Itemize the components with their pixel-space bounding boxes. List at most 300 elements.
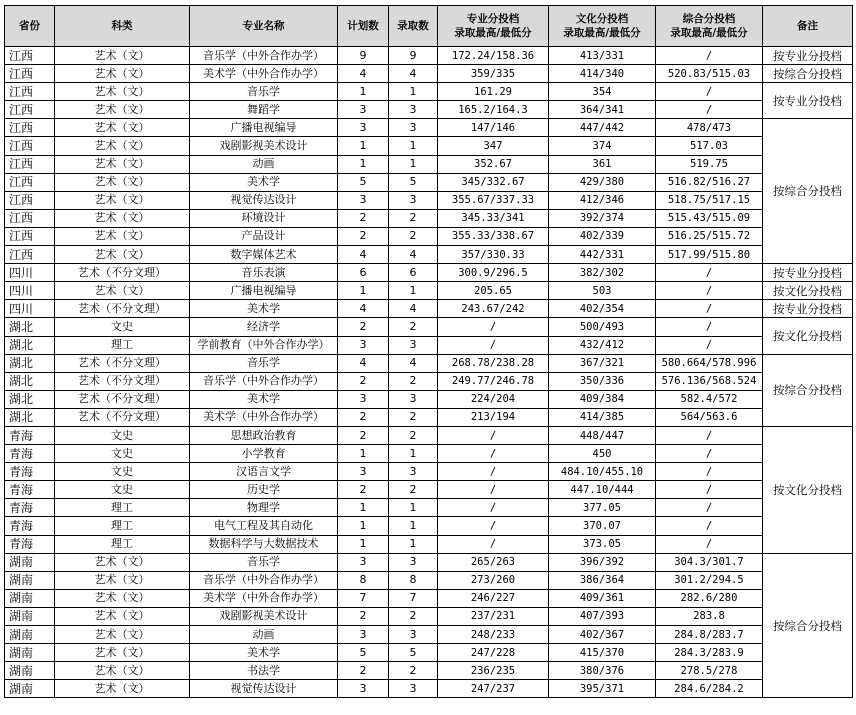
major-score-cell: /: [438, 336, 549, 354]
major-cell: 动画: [190, 626, 338, 644]
major-cell: 美术学（中外合作办学）: [190, 65, 338, 83]
table-row: [5, 626, 853, 644]
header-major-score-label: 专业分投档: [466, 13, 520, 25]
composite-score-cell: /: [656, 336, 763, 354]
culture-score-cell: 396/392: [549, 553, 656, 571]
composite-score-cell: 517.99/515.80: [656, 246, 763, 264]
province-cell: 四川: [5, 264, 55, 282]
major-cell: 产品设计: [190, 227, 338, 245]
category-cell: 艺术（文）: [55, 680, 190, 698]
plan-count-cell: 2: [338, 662, 389, 680]
composite-score-cell: /: [656, 83, 763, 101]
plan-count-cell: 1: [338, 83, 389, 101]
composite-score-cell: 304.3/301.7: [656, 553, 763, 571]
header-row: [5, 6, 853, 47]
category-cell: 文史: [55, 426, 190, 444]
composite-score-cell: /: [656, 517, 763, 535]
composite-score-cell: 282.6/280: [656, 589, 763, 607]
admitted-count-cell: 1: [389, 499, 438, 517]
composite-score-cell: 519.75: [656, 155, 763, 173]
composite-score-cell: /: [656, 318, 763, 336]
plan-count-cell: 3: [338, 553, 389, 571]
header-remark-label: 备注: [797, 20, 818, 32]
province-cell: 青海: [5, 517, 55, 535]
major-score-cell: 357/330.33: [438, 246, 549, 264]
plan-count-cell: 2: [338, 607, 389, 625]
major-score-cell: 243.67/242: [438, 300, 549, 318]
major-score-cell: 345.33/341: [438, 209, 549, 227]
admitted-count-cell: 5: [389, 173, 438, 191]
major-cell: 汉语言文学: [190, 463, 338, 481]
major-score-cell: 147/146: [438, 119, 549, 137]
plan-count-cell: 8: [338, 571, 389, 589]
culture-score-cell: 484.10/455.10: [549, 463, 656, 481]
culture-score-cell: 429/380: [549, 173, 656, 191]
table-row: [5, 83, 853, 101]
province-cell: 湖北: [5, 390, 55, 408]
composite-score-cell: /: [656, 264, 763, 282]
plan-count-cell: 4: [338, 354, 389, 372]
admitted-count-cell: 4: [389, 246, 438, 264]
province-cell: 四川: [5, 300, 55, 318]
province-cell: 湖南: [5, 662, 55, 680]
major-score-cell: 347: [438, 137, 549, 155]
composite-score-cell: /: [656, 445, 763, 463]
culture-score-cell: 448/447: [549, 426, 656, 444]
major-cell: 小学教育: [190, 445, 338, 463]
province-cell: 青海: [5, 426, 55, 444]
admitted-count-cell: 1: [389, 535, 438, 553]
major-cell: 历史学: [190, 481, 338, 499]
table-row: [5, 662, 853, 680]
table-row: [5, 644, 853, 662]
table-row: [5, 191, 853, 209]
admitted-count-cell: 3: [389, 191, 438, 209]
category-cell: 艺术（不分文理）: [55, 372, 190, 390]
culture-score-cell: 382/302: [549, 264, 656, 282]
admission-table: [4, 5, 853, 698]
culture-score-cell: 380/376: [549, 662, 656, 680]
major-cell: 书法学: [190, 662, 338, 680]
major-cell: 戏剧影视美术设计: [190, 607, 338, 625]
major-cell: 美术学（中外合作办学）: [190, 589, 338, 607]
plan-count-cell: 3: [338, 119, 389, 137]
province-cell: 湖北: [5, 336, 55, 354]
category-cell: 艺术（文）: [55, 553, 190, 571]
table-row: [5, 318, 853, 336]
composite-score-cell: 283.8: [656, 607, 763, 625]
major-score-cell: /: [438, 499, 549, 517]
plan-count-cell: 3: [338, 626, 389, 644]
plan-count-cell: 3: [338, 463, 389, 481]
major-cell: 音乐学: [190, 553, 338, 571]
culture-score-cell: 361: [549, 155, 656, 173]
table-row: [5, 354, 853, 372]
category-cell: 艺术（文）: [55, 644, 190, 662]
composite-score-cell: 564/563.6: [656, 408, 763, 426]
major-cell: 美术学（中外合作办学）: [190, 408, 338, 426]
composite-score-cell: 520.83/515.03: [656, 65, 763, 83]
table-row: [5, 445, 853, 463]
culture-score-cell: 415/370: [549, 644, 656, 662]
culture-score-cell: 354: [549, 83, 656, 101]
table-row: [5, 264, 853, 282]
table-row: [5, 481, 853, 499]
admitted-count-cell: 3: [389, 680, 438, 698]
plan-count-cell: 3: [338, 390, 389, 408]
major-cell: 视觉传达设计: [190, 680, 338, 698]
major-score-cell: 247/237: [438, 680, 549, 698]
plan-count-cell: 4: [338, 65, 389, 83]
province-cell: 江西: [5, 137, 55, 155]
plan-count-cell: 5: [338, 644, 389, 662]
province-cell: 湖南: [5, 644, 55, 662]
major-score-cell: 247/228: [438, 644, 549, 662]
header-major-score: [438, 6, 549, 47]
table-row: [5, 553, 853, 571]
table-row: [5, 426, 853, 444]
culture-score-cell: 414/340: [549, 65, 656, 83]
major-score-cell: 172.24/158.36: [438, 47, 549, 65]
major-cell: 美术学: [190, 173, 338, 191]
culture-score-cell: 447/442: [549, 119, 656, 137]
admitted-count-cell: 8: [389, 571, 438, 589]
plan-count-cell: 2: [338, 481, 389, 499]
plan-count-cell: 4: [338, 246, 389, 264]
composite-score-cell: 517.03: [656, 137, 763, 155]
remark-cell: 按专业分投档: [763, 300, 853, 318]
major-score-cell: 246/227: [438, 589, 549, 607]
culture-score-cell: 432/412: [549, 336, 656, 354]
admitted-count-cell: 1: [389, 155, 438, 173]
major-cell: 学前教育（中外合作办学）: [190, 336, 338, 354]
plan-count-cell: 2: [338, 227, 389, 245]
culture-score-cell: 409/361: [549, 589, 656, 607]
province-cell: 青海: [5, 445, 55, 463]
province-cell: 江西: [5, 191, 55, 209]
culture-score-cell: 500/493: [549, 318, 656, 336]
category-cell: 艺术（文）: [55, 65, 190, 83]
composite-score-cell: /: [656, 282, 763, 300]
major-score-cell: /: [438, 535, 549, 553]
plan-count-cell: 6: [338, 264, 389, 282]
major-cell: 经济学: [190, 318, 338, 336]
province-cell: 四川: [5, 282, 55, 300]
province-cell: 江西: [5, 101, 55, 119]
category-cell: 艺术（不分文理）: [55, 354, 190, 372]
remark-cell: 按专业分投档: [763, 47, 853, 65]
admitted-count-cell: 3: [389, 553, 438, 571]
major-cell: 广播电视编导: [190, 119, 338, 137]
composite-score-cell: /: [656, 535, 763, 553]
composite-score-cell: 576.136/568.524: [656, 372, 763, 390]
major-cell: 音乐学: [190, 83, 338, 101]
plan-count-cell: 3: [338, 101, 389, 119]
table-row: [5, 372, 853, 390]
major-score-cell: /: [438, 517, 549, 535]
category-cell: 艺术（文）: [55, 662, 190, 680]
plan-count-cell: 1: [338, 535, 389, 553]
province-cell: 江西: [5, 83, 55, 101]
header-province: [5, 6, 55, 47]
table-row: [5, 209, 853, 227]
category-cell: 理工: [55, 499, 190, 517]
culture-score-cell: 402/367: [549, 626, 656, 644]
header-major-label: 专业名称: [242, 20, 285, 32]
culture-score-cell: 350/336: [549, 372, 656, 390]
province-cell: 青海: [5, 499, 55, 517]
major-score-cell: 248/233: [438, 626, 549, 644]
category-cell: 艺术（文）: [55, 173, 190, 191]
culture-score-cell: 373.05: [549, 535, 656, 553]
category-cell: 艺术（不分文理）: [55, 264, 190, 282]
province-cell: 江西: [5, 227, 55, 245]
table-row: [5, 300, 853, 318]
header-culture-score: [549, 6, 656, 47]
composite-score-cell: 516.82/516.27: [656, 173, 763, 191]
header-remark: [763, 6, 853, 47]
major-cell: 视觉传达设计: [190, 191, 338, 209]
admitted-count-cell: 1: [389, 282, 438, 300]
composite-score-cell: /: [656, 47, 763, 65]
admitted-count-cell: 2: [389, 209, 438, 227]
plan-count-cell: 2: [338, 426, 389, 444]
admitted-count-cell: 2: [389, 227, 438, 245]
plan-count-cell: 2: [338, 318, 389, 336]
plan-count-cell: 3: [338, 680, 389, 698]
header-major: [190, 6, 338, 47]
admitted-count-cell: 3: [389, 119, 438, 137]
admitted-count-cell: 2: [389, 426, 438, 444]
plan-count-cell: 1: [338, 517, 389, 535]
composite-score-cell: 515.43/515.09: [656, 209, 763, 227]
major-score-cell: 352.67: [438, 155, 549, 173]
table-row: [5, 336, 853, 354]
admitted-count-cell: 1: [389, 445, 438, 463]
category-cell: 艺术（文）: [55, 209, 190, 227]
header-province-label: 省份: [19, 20, 40, 32]
major-score-cell: /: [438, 481, 549, 499]
category-cell: 艺术（文）: [55, 227, 190, 245]
major-cell: 环境设计: [190, 209, 338, 227]
major-score-cell: 224/204: [438, 390, 549, 408]
plan-count-cell: 3: [338, 191, 389, 209]
category-cell: 艺术（文）: [55, 571, 190, 589]
plan-count-cell: 5: [338, 173, 389, 191]
plan-count-cell: 4: [338, 300, 389, 318]
major-score-cell: 359/335: [438, 65, 549, 83]
major-cell: 音乐学: [190, 354, 338, 372]
plan-count-cell: 1: [338, 499, 389, 517]
major-cell: 音乐学（中外合作办学）: [190, 571, 338, 589]
header-plan: [338, 6, 389, 47]
culture-score-cell: 395/371: [549, 680, 656, 698]
admitted-count-cell: 2: [389, 481, 438, 499]
province-cell: 湖北: [5, 318, 55, 336]
category-cell: 理工: [55, 517, 190, 535]
province-cell: 湖南: [5, 589, 55, 607]
admitted-count-cell: 3: [389, 626, 438, 644]
composite-score-cell: /: [656, 499, 763, 517]
admitted-count-cell: 3: [389, 336, 438, 354]
table-row: [5, 499, 853, 517]
province-cell: 湖南: [5, 607, 55, 625]
major-cell: 美术学: [190, 300, 338, 318]
major-cell: 音乐学（中外合作办学）: [190, 47, 338, 65]
remark-cell: 按文化分投档: [763, 282, 853, 300]
header-plan-label: 计划数: [347, 20, 379, 32]
composite-score-cell: 582.4/572: [656, 390, 763, 408]
admitted-count-cell: 3: [389, 390, 438, 408]
composite-score-cell: 278.5/278: [656, 662, 763, 680]
header-composite-score-sublabel: 录取最高/最低分: [670, 27, 748, 39]
category-cell: 艺术（文）: [55, 626, 190, 644]
culture-score-cell: 377.05: [549, 499, 656, 517]
major-score-cell: /: [438, 445, 549, 463]
admitted-count-cell: 4: [389, 354, 438, 372]
province-cell: 江西: [5, 65, 55, 83]
table-row: [5, 390, 853, 408]
composite-score-cell: 284.8/283.7: [656, 626, 763, 644]
major-score-cell: 355.67/337.33: [438, 191, 549, 209]
admission-table-container: [4, 5, 853, 698]
province-cell: 青海: [5, 463, 55, 481]
category-cell: 理工: [55, 336, 190, 354]
table-row: [5, 119, 853, 137]
table-row: [5, 571, 853, 589]
major-score-cell: 355.33/338.67: [438, 227, 549, 245]
admitted-count-cell: 6: [389, 264, 438, 282]
plan-count-cell: 1: [338, 155, 389, 173]
composite-score-cell: 284.6/284.2: [656, 680, 763, 698]
admitted-count-cell: 1: [389, 137, 438, 155]
major-score-cell: 205.65: [438, 282, 549, 300]
category-cell: 艺术（文）: [55, 607, 190, 625]
major-cell: 舞蹈学: [190, 101, 338, 119]
culture-score-cell: 402/354: [549, 300, 656, 318]
category-cell: 文史: [55, 318, 190, 336]
composite-score-cell: 518.75/517.15: [656, 191, 763, 209]
admitted-count-cell: 9: [389, 47, 438, 65]
header-major-score-sublabel: 录取最高/最低分: [454, 27, 532, 39]
table-row: [5, 589, 853, 607]
category-cell: 艺术（不分文理）: [55, 408, 190, 426]
province-cell: 湖北: [5, 408, 55, 426]
province-cell: 湖南: [5, 553, 55, 571]
table-row: [5, 173, 853, 191]
category-cell: 艺术（文）: [55, 119, 190, 137]
province-cell: 江西: [5, 47, 55, 65]
province-cell: 湖南: [5, 626, 55, 644]
header-category: [55, 6, 190, 47]
plan-count-cell: 7: [338, 589, 389, 607]
major-score-cell: 273/260: [438, 571, 549, 589]
culture-score-cell: 392/374: [549, 209, 656, 227]
major-cell: 广播电视编导: [190, 282, 338, 300]
admitted-count-cell: 1: [389, 517, 438, 535]
major-score-cell: 161.29: [438, 83, 549, 101]
major-score-cell: 237/231: [438, 607, 549, 625]
header-culture-score-label: 文化分投档: [575, 13, 629, 25]
category-cell: 理工: [55, 535, 190, 553]
admitted-count-cell: 2: [389, 607, 438, 625]
major-cell: 思想政治教育: [190, 426, 338, 444]
major-cell: 美术学: [190, 390, 338, 408]
header-admitted-label: 录取数: [397, 20, 429, 32]
admitted-count-cell: 4: [389, 300, 438, 318]
category-cell: 艺术（文）: [55, 155, 190, 173]
remark-cell: 按综合分投档: [763, 65, 853, 83]
remark-cell: 按文化分投档: [763, 318, 853, 354]
category-cell: 艺术（文）: [55, 101, 190, 119]
admitted-count-cell: 5: [389, 644, 438, 662]
remark-cell: 按文化分投档: [763, 426, 853, 553]
major-score-cell: 345/332.67: [438, 173, 549, 191]
culture-score-cell: 414/385: [549, 408, 656, 426]
major-score-cell: 213/194: [438, 408, 549, 426]
composite-score-cell: 301.2/294.5: [656, 571, 763, 589]
table-row: [5, 246, 853, 264]
composite-score-cell: 284.3/283.9: [656, 644, 763, 662]
major-score-cell: 268.78/238.28: [438, 354, 549, 372]
major-cell: 数字媒体艺术: [190, 246, 338, 264]
province-cell: 青海: [5, 535, 55, 553]
major-cell: 数据科学与大数据技术: [190, 535, 338, 553]
province-cell: 湖北: [5, 372, 55, 390]
culture-score-cell: 503: [549, 282, 656, 300]
remark-cell: 按综合分投档: [763, 354, 853, 426]
plan-count-cell: 2: [338, 408, 389, 426]
category-cell: 文史: [55, 463, 190, 481]
culture-score-cell: 409/384: [549, 390, 656, 408]
province-cell: 江西: [5, 246, 55, 264]
plan-count-cell: 3: [338, 336, 389, 354]
major-cell: 物理学: [190, 499, 338, 517]
category-cell: 艺术（文）: [55, 282, 190, 300]
category-cell: 艺术（文）: [55, 83, 190, 101]
admitted-count-cell: 7: [389, 589, 438, 607]
remark-cell: 按综合分投档: [763, 119, 853, 264]
table-row: [5, 101, 853, 119]
plan-count-cell: 1: [338, 137, 389, 155]
category-cell: 艺术（文）: [55, 589, 190, 607]
remark-cell: 按专业分投档: [763, 264, 853, 282]
category-cell: 艺术（文）: [55, 137, 190, 155]
plan-count-cell: 9: [338, 47, 389, 65]
plan-count-cell: 2: [338, 209, 389, 227]
header-composite-score-label: 综合分投档: [682, 13, 736, 25]
province-cell: 湖南: [5, 680, 55, 698]
major-score-cell: 165.2/164.3: [438, 101, 549, 119]
plan-count-cell: 1: [338, 282, 389, 300]
culture-score-cell: 386/364: [549, 571, 656, 589]
remark-cell: 按专业分投档: [763, 83, 853, 119]
admitted-count-cell: 1: [389, 83, 438, 101]
table-row: [5, 227, 853, 245]
culture-score-cell: 367/321: [549, 354, 656, 372]
major-cell: 电气工程及其自动化: [190, 517, 338, 535]
major-cell: 动画: [190, 155, 338, 173]
major-score-cell: /: [438, 426, 549, 444]
major-cell: 美术学: [190, 644, 338, 662]
table-row: [5, 282, 853, 300]
table-row: [5, 408, 853, 426]
table-row: [5, 463, 853, 481]
composite-score-cell: /: [656, 300, 763, 318]
province-cell: 江西: [5, 173, 55, 191]
composite-score-cell: /: [656, 463, 763, 481]
header-admitted: [389, 6, 438, 47]
